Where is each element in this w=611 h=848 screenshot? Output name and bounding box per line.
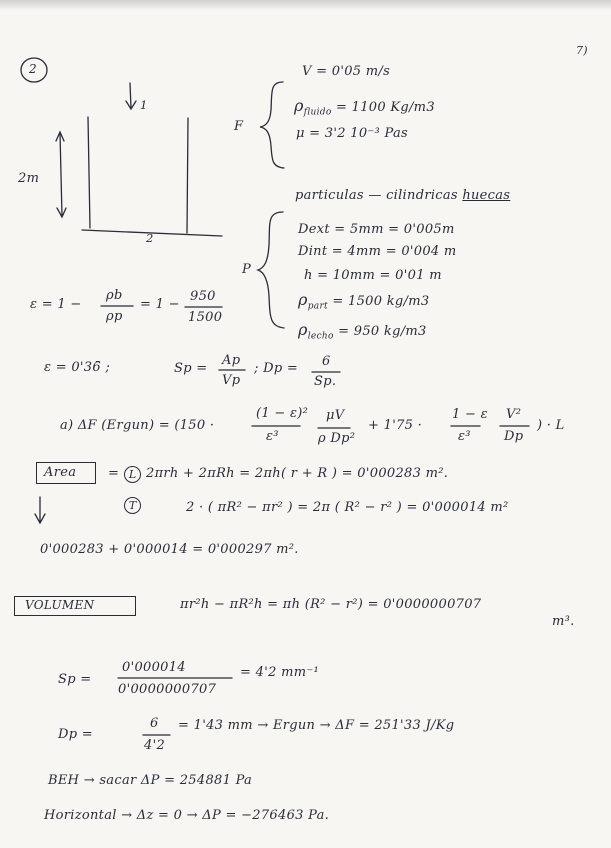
area-lateral-marker: L (124, 466, 141, 483)
fluid-density-symbol: ρ (294, 96, 304, 115)
diagram-point-2: 2 (146, 231, 154, 245)
rho-lecho-value: = 950 kg/m3 (338, 324, 427, 339)
eps-value: ε = 0'36̄ ; (44, 360, 111, 375)
fluid-velocity: V = 0'05 m/s (302, 64, 391, 79)
area-label: Area (44, 465, 77, 480)
ergun-f2-den: ρ Dp² (318, 431, 356, 446)
porosity-frac2-den: 1500 (188, 310, 223, 325)
fluid-density-sub: fluido (303, 107, 332, 118)
ergun-f1-den: ε³ (266, 429, 279, 444)
rho-part-sub: part (307, 301, 328, 312)
dp-def-lhs: ; Dp = (254, 361, 299, 376)
dp-result-lhs: Dp = (58, 727, 93, 742)
particles-dext: Dext = 5mm = 0'005m (298, 222, 455, 237)
sp-def-lhs: Sp = (174, 361, 208, 376)
ergun-f2-num: μV (326, 408, 345, 423)
ergun-f3-num: 1 − ε (452, 407, 488, 422)
ergun-f1-num: (1 − ε)² (256, 406, 309, 421)
ergun-f4-num: V² (506, 407, 522, 422)
ergun-f4-den: Dp (504, 429, 524, 444)
diagram-point-1: 1 (140, 98, 148, 112)
sp-result-den: 0'0000000707 (118, 682, 217, 697)
fluid-density-value: = 1100 Kg/m3 (336, 100, 435, 115)
particles-height: h = 10mm = 0'01 m (304, 268, 442, 283)
volume-unit: m³. (552, 614, 575, 629)
sp-def-den: Vp (222, 373, 241, 388)
dp-def-num: 6 (322, 354, 331, 369)
porosity-frac1-num: ρb (106, 288, 123, 303)
problem-number: 2 (29, 62, 37, 76)
particles-letter: P (242, 262, 252, 277)
ergun-plus: + 1'75 · (368, 418, 423, 433)
rho-part-value: = 1500 kg/m3 (332, 294, 430, 309)
dp-result-den: 4'2 (144, 738, 166, 753)
area-label-box (36, 462, 96, 484)
particles-rho-part (298, 290, 429, 312)
ergun-lhs: a) ΔF (Ergun) = (150 · (60, 418, 215, 433)
volume-eq: πr²h − πR²h = πh (R² − r²) = 0'0000000707 (180, 597, 482, 612)
fluid-viscosity: μ = 3'2 10⁻³ Pas (296, 126, 408, 141)
fluid-letter: F (234, 119, 244, 134)
area-top-marker: T (124, 497, 141, 514)
porosity-mid: = 1 − (140, 297, 180, 312)
particles-rho-lecho (298, 320, 427, 342)
area-top-eq: 2 · ( πR² − πr² ) = 2π ( R² − r² ) = 0'000014 m² (186, 500, 509, 515)
ergun-tail: ) · L (537, 418, 565, 433)
diagram-height-label: 2m (18, 171, 40, 186)
fluid-density (294, 96, 435, 118)
dp-result-num: 6 (150, 716, 159, 731)
rho-part-symbol: ρ (298, 290, 308, 309)
rho-lecho-sub: lecho (307, 331, 334, 342)
page-number: 7) (576, 44, 588, 57)
area-lateral-eq: 2πrh + 2πRh = 2πh( r + R ) = 0'000283 m². (146, 466, 449, 481)
dp-result-rhs: = 1'43 mm → Ergun → ΔF = 251'33 J/Kg (178, 718, 455, 733)
porosity-frac2-num: 950 (190, 289, 216, 304)
particles-heading (295, 188, 510, 203)
porosity-frac1-den: ρp (106, 309, 123, 324)
sp-result-lhs: Sp = (58, 672, 92, 687)
horizontal-result: Horizontal → Δz = 0 → ΔP = −276463 Pa. (44, 808, 330, 823)
area-eq-sign: = (108, 466, 120, 481)
beh-result: BEH → sacar ΔP = 254881 Pa (48, 773, 253, 788)
rho-lecho-symbol: ρ (298, 320, 308, 339)
sp-result-num: 0'000014 (122, 660, 186, 675)
particles-heading-a: particulas — cilindricas (295, 188, 458, 203)
sp-def-num: Ap (222, 353, 241, 368)
particles-dint: Dint = 4mm = 0'004 m (298, 244, 457, 259)
porosity-lhs: ε = 1 − (30, 297, 82, 312)
area-sum: 0'000283 + 0'000014 = 0'000297 m². (40, 542, 299, 557)
volume-label: VOLUMEN (25, 598, 95, 612)
sp-result-rhs: = 4'2 mm⁻¹ (240, 665, 320, 680)
ergun-f3-den: ε³ (458, 429, 471, 444)
volume-label-box (14, 596, 136, 616)
dp-def-den: Sp. (314, 374, 337, 389)
particles-heading-b: huecas (462, 188, 511, 203)
